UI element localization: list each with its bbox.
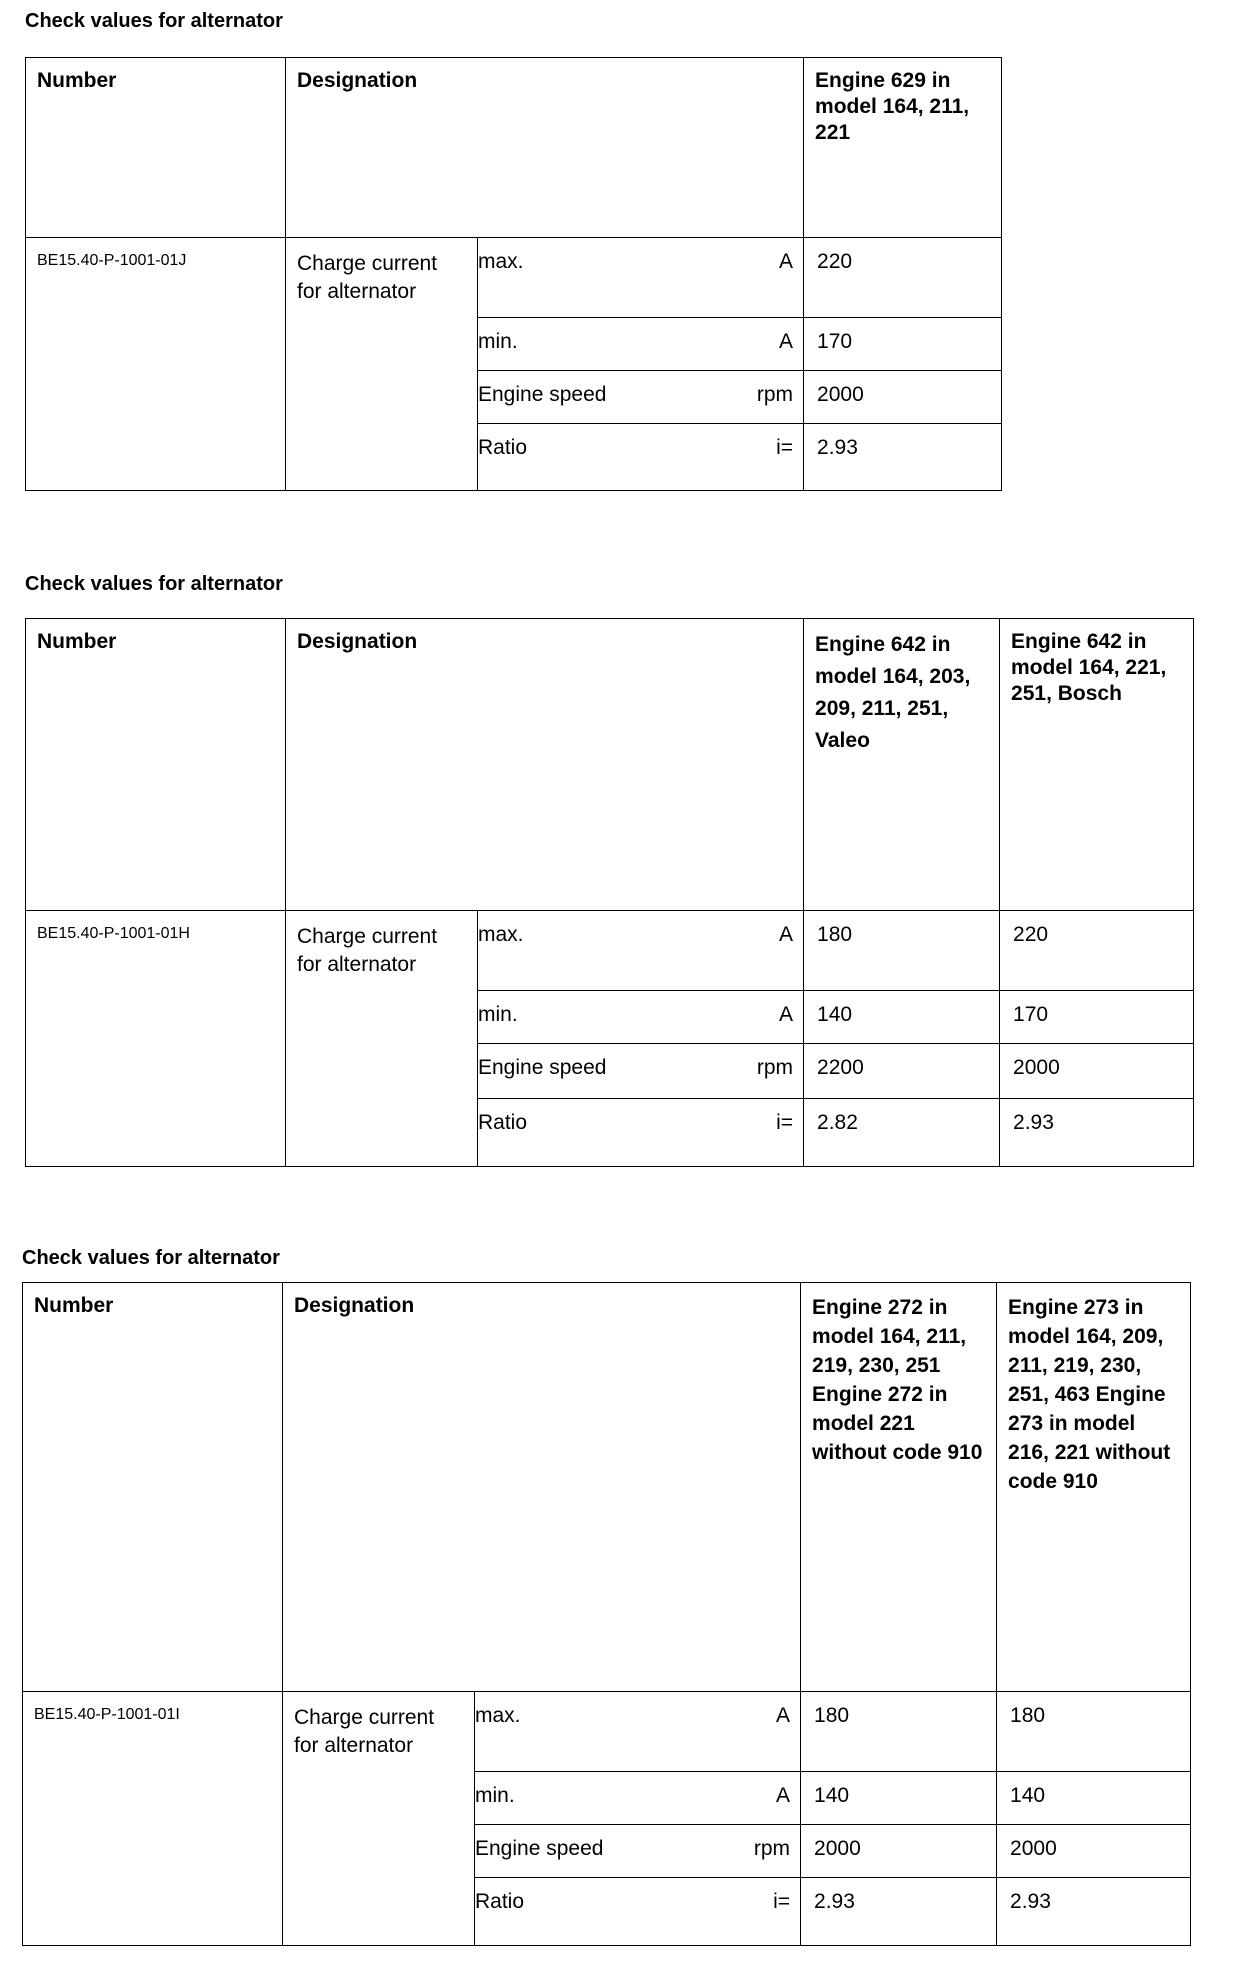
engine-header: Engine 642 in model 164, 221, 251, Bosch bbox=[1000, 619, 1194, 911]
param-label: Engine speed bbox=[475, 1825, 693, 1878]
param-label: Engine speed bbox=[478, 371, 696, 424]
param-unit: i= bbox=[693, 1878, 801, 1946]
param-label: max. bbox=[478, 238, 696, 318]
param-value: 180 bbox=[997, 1692, 1191, 1772]
param-label: min. bbox=[478, 318, 696, 371]
number-header: Number bbox=[23, 1283, 283, 1692]
param-label: Ratio bbox=[478, 1099, 696, 1167]
param-label: Ratio bbox=[475, 1878, 693, 1946]
param-value: 2000 bbox=[804, 371, 1002, 424]
param-label: max. bbox=[475, 1692, 693, 1772]
designation-header: Designation bbox=[286, 58, 804, 238]
param-value: 220 bbox=[1000, 911, 1194, 991]
param-label: max. bbox=[478, 911, 696, 991]
param-unit: A bbox=[693, 1692, 801, 1772]
section-title: Check values for alternator bbox=[25, 10, 283, 32]
param-unit: rpm bbox=[696, 1044, 804, 1099]
param-unit: A bbox=[696, 991, 804, 1044]
param-label: Engine speed bbox=[478, 1044, 696, 1099]
engine-header: Engine 642 in model 164, 203, 209, 211, 251, Valeo bbox=[804, 619, 1000, 911]
part-number: BE15.40-P-1001-01J bbox=[26, 238, 286, 491]
param-value: 2200 bbox=[804, 1044, 1000, 1099]
engine-header: Engine 629 in model 164, 211, 221 bbox=[804, 58, 1002, 238]
param-value: 140 bbox=[804, 991, 1000, 1044]
param-unit: i= bbox=[696, 1099, 804, 1167]
param-unit: rpm bbox=[696, 371, 804, 424]
number-header: Number bbox=[26, 58, 286, 238]
param-value: 180 bbox=[804, 911, 1000, 991]
param-value: 170 bbox=[1000, 991, 1194, 1044]
param-value: 140 bbox=[801, 1772, 997, 1825]
param-value: 2.93 bbox=[804, 424, 1002, 491]
check-values-table bbox=[25, 57, 1002, 491]
param-unit: A bbox=[696, 911, 804, 991]
param-value: 2.93 bbox=[1000, 1099, 1194, 1167]
param-value: 180 bbox=[801, 1692, 997, 1772]
part-number: BE15.40-P-1001-01I bbox=[23, 1692, 283, 1946]
section-title: Check values for alternator bbox=[22, 1247, 280, 1269]
param-value: 2.82 bbox=[804, 1099, 1000, 1167]
param-value: 2.93 bbox=[997, 1878, 1191, 1946]
param-unit: rpm bbox=[693, 1825, 801, 1878]
param-label: Ratio bbox=[478, 424, 696, 491]
designation-text: Charge current for alternator bbox=[286, 911, 478, 1167]
param-unit: i= bbox=[696, 424, 804, 491]
param-value: 2000 bbox=[997, 1825, 1191, 1878]
param-unit: A bbox=[693, 1772, 801, 1825]
param-value: 170 bbox=[804, 318, 1002, 371]
param-unit: A bbox=[696, 318, 804, 371]
designation-header: Designation bbox=[286, 619, 804, 911]
designation-header: Designation bbox=[283, 1283, 801, 1692]
engine-header: Engine 273 in model 164, 209, 211, 219, 230, 251, 463 Engine 273 in model 216, 221 without code 910 bbox=[997, 1283, 1191, 1692]
number-header: Number bbox=[26, 619, 286, 911]
param-label: min. bbox=[475, 1772, 693, 1825]
param-value: 220 bbox=[804, 238, 1002, 318]
param-unit: A bbox=[696, 238, 804, 318]
param-value: 2000 bbox=[1000, 1044, 1194, 1099]
designation-text: Charge current for alternator bbox=[283, 1692, 475, 1946]
check-values-table bbox=[22, 1282, 1191, 1946]
param-label: min. bbox=[478, 991, 696, 1044]
part-number: BE15.40-P-1001-01H bbox=[26, 911, 286, 1167]
section-title: Check values for alternator bbox=[25, 573, 283, 595]
param-value: 2.93 bbox=[801, 1878, 997, 1946]
param-value: 2000 bbox=[801, 1825, 997, 1878]
designation-text: Charge current for alternator bbox=[286, 238, 478, 491]
param-value: 140 bbox=[997, 1772, 1191, 1825]
check-values-table bbox=[25, 618, 1194, 1167]
engine-header: Engine 272 in model 164, 211, 219, 230, 251 Engine 272 in model 221 without code 910 bbox=[801, 1283, 997, 1692]
